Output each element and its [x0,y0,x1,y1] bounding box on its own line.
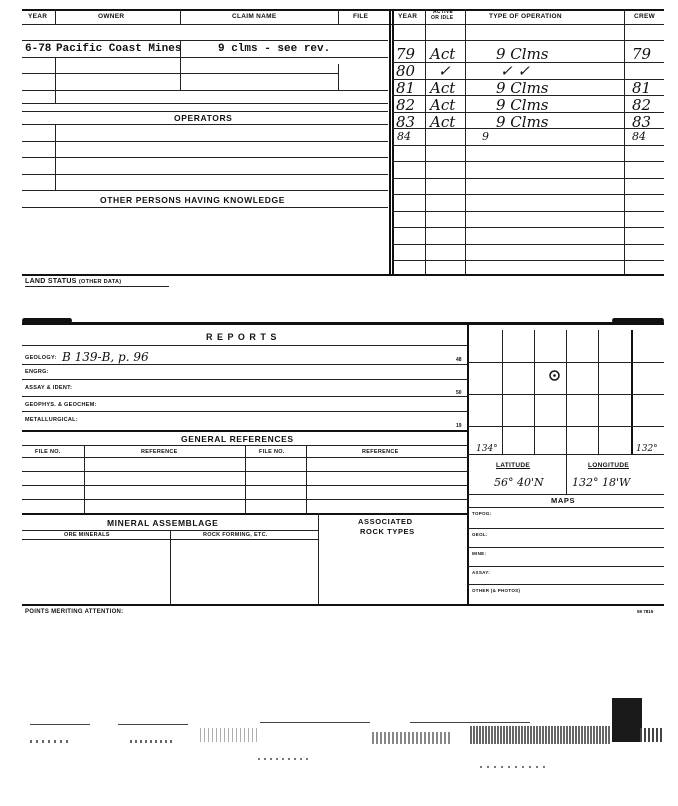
rock-forming-heading: ROCK FORMING, ETC. [203,532,268,538]
op-year: 83 [396,113,416,131]
location-marker-icon [549,368,560,379]
header-year: YEAR [28,13,48,20]
owner-entry-claim: 9 clms - see rev. [218,43,331,55]
reports-heading: R E P O R T S [206,332,278,342]
lon-left: 134° [476,444,498,454]
op-crew: 83 [632,113,652,131]
engrg-label: ENGRG: [25,369,49,375]
op-year: 79 [396,45,416,63]
owner-entry-year: 6-78 [25,43,52,55]
latitude-value: 56° 40'N [494,476,544,489]
mineral-assemblage-heading: MINERAL ASSEMBLAGE [107,518,219,528]
op-type: 9 Clms [496,96,549,114]
maps-topog: TOPOG: [472,511,492,516]
ore-minerals-heading: ORE MINERALS [64,532,110,538]
assay-ident-label: ASSAY & IDENT: [25,385,73,391]
metallurgical-label: METALLURGICAL: [25,417,78,423]
op-status: Act [430,45,456,63]
longitude-value: 132° 18'W [572,476,631,489]
op-status: Act [430,79,456,97]
op-type: 9 Clms [496,45,549,63]
op-year: 81 [396,79,416,97]
op-type: 9 Clms [496,79,549,97]
header-file: FILE [353,13,369,20]
header-type-of-operation: TYPE OF OPERATION [489,13,562,20]
maps-geol: GEOL: [472,532,488,537]
geophys-label: GEOPHYS. & GEOCHEM: [25,402,97,408]
op-type: 9 Clms [496,113,549,131]
land-status-label: LAND STATUS [25,278,77,285]
maps-assay: ASSAY: [472,570,491,575]
op-status: ✓ [438,62,451,80]
op-status: Act [430,96,456,114]
land-status-sub: (OTHER DATA) [78,279,122,285]
form-number: 59 7815 [637,609,654,614]
maps-mine: MINE: [472,551,487,556]
margin-19: 19 [456,423,462,429]
op-type: ✓ ✓ [500,62,530,80]
lon-right: 132° [636,444,658,454]
margin-48: 48 [456,357,462,363]
header-claim-name: CLAIM NAME [232,13,277,20]
points-meriting-label: POINTS MERITING ATTENTION: [25,609,124,615]
op-crew: 79 [632,45,652,63]
rock-types-heading: ROCK TYPES [360,527,415,536]
geology-value: B 139-B, p. 96 [62,350,149,364]
margin-50: 50 [456,390,462,396]
geology-label: GEOLOGY: [25,355,57,361]
op-year: 84 [397,130,411,143]
op-type: 9 [482,130,489,143]
op-year: 80 [396,62,416,80]
land-status-heading [25,278,121,285]
header-active: ACTIVE [433,9,454,15]
owner-entry-owner: Pacific Coast Mines [56,43,182,55]
ref-reference-2: REFERENCE [362,449,399,455]
op-status: Act [430,113,456,131]
latitude-label: LATITUDE [496,462,531,469]
op-crew: 81 [632,79,652,97]
header-crew: CREW [634,13,656,20]
ref-file-no-1: FILE NO. [35,449,61,455]
header-or-idle: OR IDLE [431,15,454,21]
header-year-right: YEAR [398,13,418,20]
longitude-label: LONGITUDE [588,462,629,469]
other-persons-heading: OTHER PERSONS HAVING KNOWLEDGE [100,195,286,205]
general-references-heading: GENERAL REFERENCES [181,434,294,444]
maps-other: OTHER (& PHOTOS) [472,588,521,593]
ref-reference-1: REFERENCE [141,449,178,455]
op-crew: 82 [632,96,652,114]
header-owner: OWNER [98,13,125,20]
ref-file-no-2: FILE NO. [259,449,285,455]
operators-heading: OPERATORS [174,113,233,123]
op-year: 82 [396,96,416,114]
op-crew: 84 [632,130,646,143]
maps-heading: MAPS [551,496,576,505]
associated-heading: ASSOCIATED [358,517,413,526]
